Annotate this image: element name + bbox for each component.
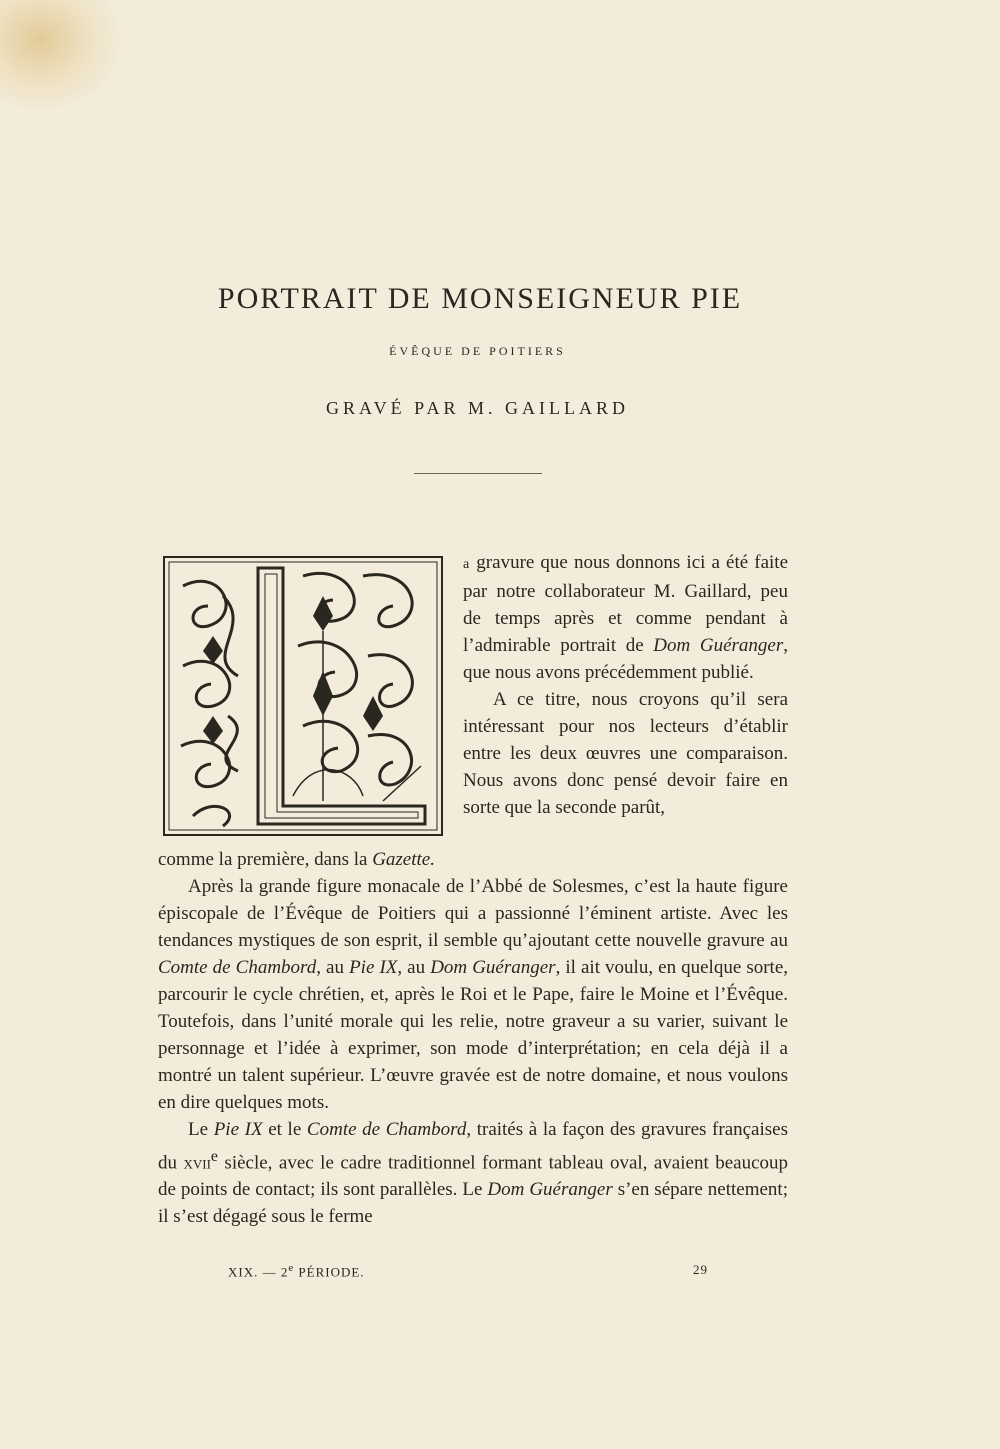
drop-cap-ornament	[163, 556, 443, 836]
paragraph-4-text-a: Le	[188, 1119, 214, 1140]
paragraph-4-italic-1: Pie IX	[213, 1119, 263, 1140]
ornamental-drop-cap	[163, 556, 443, 836]
century-numeral: xvii	[183, 1152, 211, 1174]
paragraph-2-end-italic: Gazette.	[372, 849, 435, 870]
drop-cap-continuation: a	[463, 557, 471, 572]
paragraph-3-text-b: , au	[316, 957, 350, 978]
paragraph-1-text-b: , que nous avons précédemment publié.	[463, 635, 788, 683]
paragraph-3-text-c: , au	[397, 957, 431, 978]
page-title: PORTRAIT DE MONSEIGNEUR PIE	[217, 282, 743, 315]
footer-volume	[228, 1262, 365, 1280]
footer-volume-text: XIX. — 2	[228, 1264, 289, 1280]
body-text	[158, 846, 788, 1230]
paragraph-3-italic-3: Dom Guéranger	[430, 957, 556, 978]
footer-volume-sup: e	[288, 1262, 295, 1274]
title-rule	[414, 473, 542, 474]
paragraph-4-text-b: et le	[262, 1119, 307, 1140]
paragraph-3	[158, 873, 788, 1116]
paragraph-2-end-text: comme la première, dans la	[158, 849, 373, 870]
paragraph-4-text-d: siècle, avec le cadre traditionnel formant tableau oval, avaient beaucoup de points de contact; ils sont parallèles. Le	[158, 1152, 789, 1201]
paragraph-1-italic: Dom Guéranger	[653, 635, 784, 656]
footer-period: PÉRIODE.	[294, 1264, 365, 1280]
paragraph-1	[463, 549, 788, 686]
paper-stain	[0, 0, 120, 110]
paragraph-4-text-e: s’en sépare nettement; il s’est dégagé sous le ferme	[158, 1179, 788, 1228]
lead-paragraphs	[463, 549, 788, 821]
paragraph-2-start: A ce titre, nous croyons qu’il sera intéressant pour nos lecteurs d’établir entre les deux œuvres une comparaison. Nous avons donc pensé devoir faire en sorte que la seconde parût,	[463, 689, 788, 818]
paragraph-4-italic-3: Dom Guéranger	[487, 1179, 613, 1201]
paragraph-2-end	[158, 846, 788, 873]
paragraph-4-italic-2: Comte de Chambord	[306, 1119, 467, 1140]
paragraph-3-italic-2: Pie IX	[349, 957, 398, 978]
paragraph-3-italic-1: Comte de Chambord	[158, 957, 317, 978]
century-superscript: e	[210, 1148, 218, 1165]
page-number: 29	[693, 1262, 708, 1277]
paragraph-3-text-d: , il ait voulu, en quelque sorte, parcourir le cycle chrétien, et, après le Roi et le Pape, faire le Moine et l’Évêque. Toutefois, dans l’unité morale qui les relie, notre graveur a su varier, suivant le personnage et l’idée à exprimer, son mode d’interprétation; en cela déjà il a montré un talent supérieur. L’œuvre gravée est de notre domaine, et nous voulons en dire quelques mots.	[158, 957, 789, 1113]
paragraph-1-text-a: gravure que nous donnons ici a été faite par notre collaborateur M. Gaillard, peu de temps après et comme pendant à l’admirable portrait de	[463, 552, 788, 656]
paragraph-3-text-a: Après la grande figure monacale de l’Abbé de Solesmes, c’est la haute figure épiscopale de l’Évêque de Poitiers qui a passionné l’éminent artiste. Avec les tendances mystiques de son esprit, il semble qu’ajoutant cette nouvelle gravure au	[158, 876, 788, 951]
engraver-line: GRAVÉ PAR M. GAILLARD	[325, 398, 630, 418]
page-subtitle: ÉVÊQUE DE POITIERS	[389, 344, 566, 358]
paragraph-4-text-c: , traités à la façon des gravures françaises du	[158, 1119, 788, 1174]
paragraph-4	[158, 1116, 788, 1230]
